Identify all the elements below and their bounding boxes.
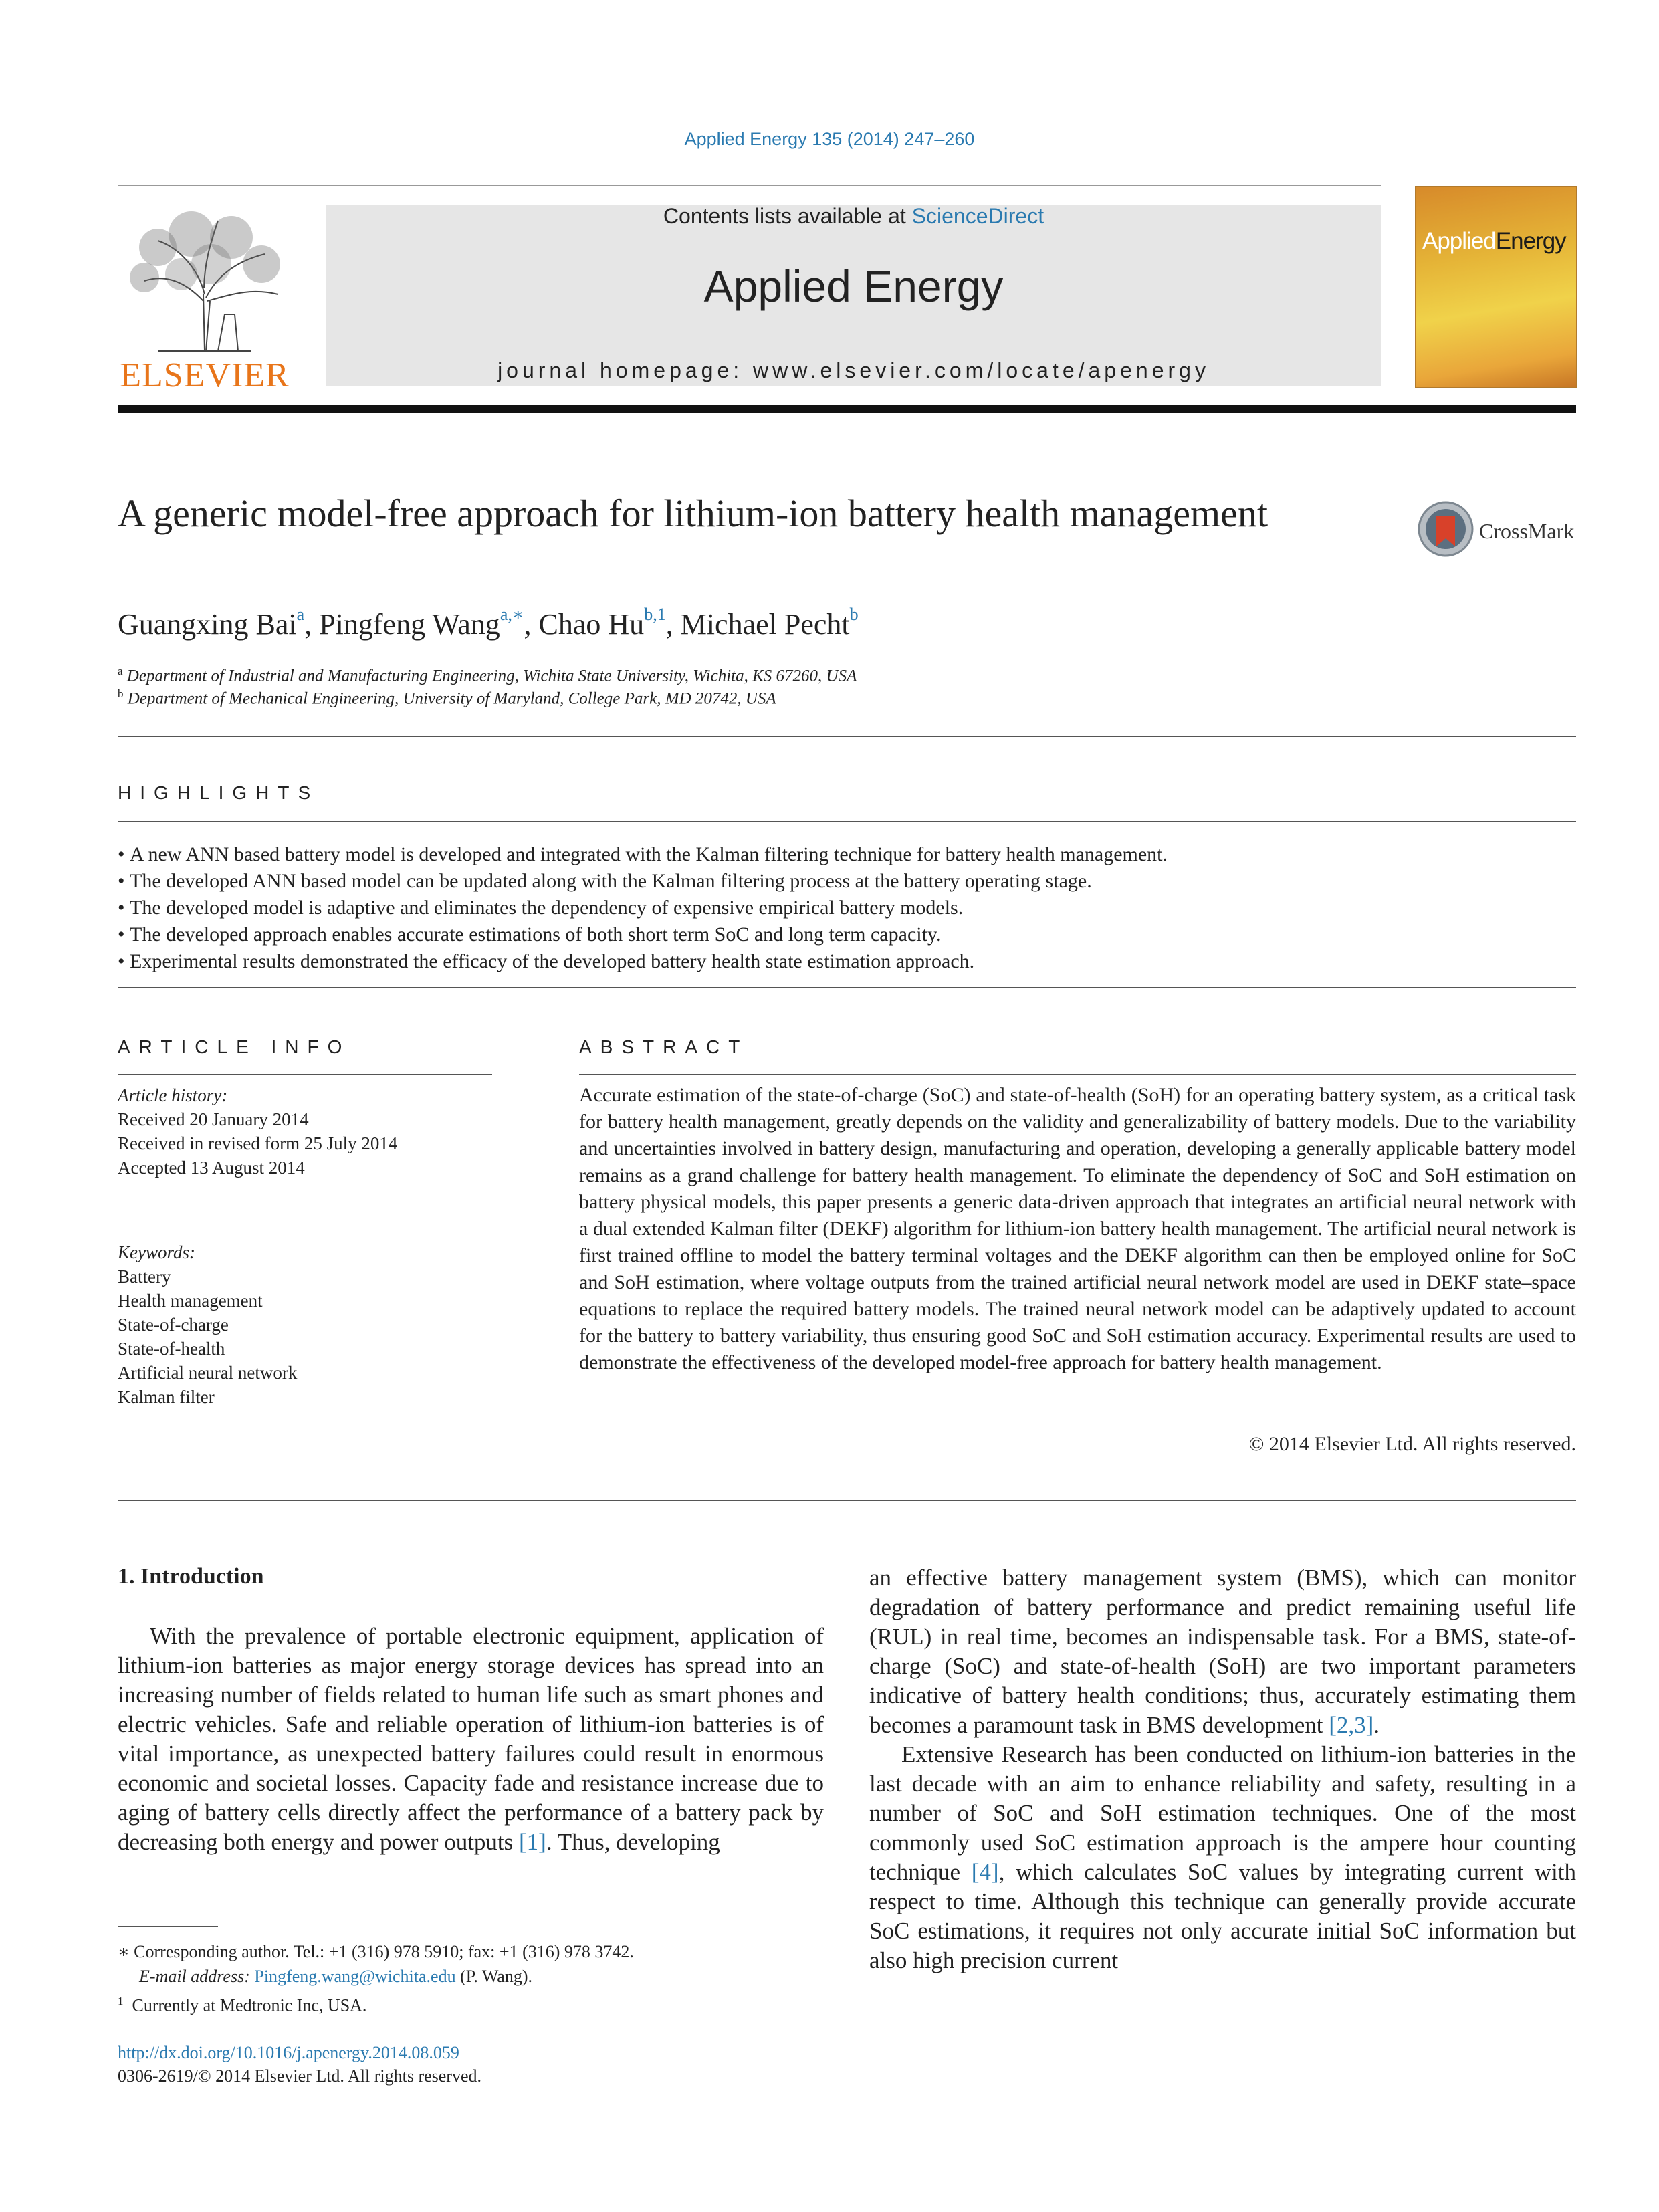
keyword: Kalman filter <box>118 1387 215 1407</box>
paragraph: Extensive Research has been conducted on lithium-ion batteries in the last decade with an aim to enhance reliability and safety, resulting in a number of SoC and SoH estimation techniques. One of the most commonly used SoC estimation approach is the ampere hour counting technique [4], which calculates SoC values by integrating current with respect to time. Although this technique can generally provide accurate SoC estimations, it requires not only accurate initial SoC information but also high precision current <box>869 1741 1576 1973</box>
contents-line <box>326 204 1381 229</box>
author-name: Michael Pecht <box>680 608 850 641</box>
body-left-column <box>118 1622 824 1857</box>
keywords <box>118 1240 492 1409</box>
author-name: Pingfeng Wang <box>319 608 500 641</box>
author-affiliation-marker[interactable]: a,∗ <box>500 604 524 624</box>
divider <box>118 1500 1576 1501</box>
keyword: State-of-health <box>118 1339 225 1359</box>
footnote-rule <box>118 1926 218 1927</box>
section-title: 1. Introduction <box>118 1564 264 1589</box>
crossmark-label[interactable]: CrossMark <box>1479 519 1575 543</box>
highlight-item: • Experimental results demonstrated the efficacy of the developed battery health state estimation approach. <box>118 950 975 972</box>
issn-line: 0306-2619/© 2014 Elsevier Ltd. All rights reserved. <box>118 2066 481 2086</box>
cover-title: AppliedEnergy <box>1422 228 1566 254</box>
history-item: Received in revised form 25 July 2014 <box>118 1133 398 1153</box>
citation-link[interactable]: [2,3] <box>1329 1712 1374 1738</box>
article-history <box>118 1083 492 1180</box>
history-item: Accepted 13 August 2014 <box>118 1157 305 1178</box>
author-affiliation-marker[interactable]: b <box>849 604 859 624</box>
article-info-heading: ARTICLE INFO <box>118 1036 351 1057</box>
abstract-heading: ABSTRACT <box>579 1036 749 1057</box>
author-name: Guangxing Bai <box>118 608 297 641</box>
crossmark-icon[interactable] <box>1416 500 1475 562</box>
history-item: Received 20 January 2014 <box>118 1109 309 1129</box>
journal-title: Applied Energy <box>703 261 1004 311</box>
article-title: A generic model-free approach for lithium-ion battery health management <box>118 491 1268 535</box>
keyword: Health management <box>118 1291 263 1311</box>
keywords-label: Keywords: <box>118 1242 195 1262</box>
paragraph: an effective battery management system (BMS), which can monitor degradation of battery performance and predict remaining useful life (RUL) in real time, becomes an indispensable task. For a BMS, state-of-charge (SoC) and state-of-health (SoH) are two important parameters indicative of battery health conditions; thus, accurately estimating them becomes a paramount task in BMS development [2,3]. <box>869 1565 1576 1738</box>
abstract-copyright: © 2014 Elsevier Ltd. All rights reserved. <box>1248 1433 1576 1455</box>
divider <box>118 736 1576 737</box>
citation-link[interactable]: [4] <box>971 1859 999 1885</box>
paragraph: With the prevalence of portable electronic equipment, application of lithium-ion batteries as major energy storage devices has spread into an increasing number of fields related to human life such as smart phones and electric vehicles. Safe and reliable operation of lithium-ion batteries is of vital importance, as unexpected battery failures could result in enormous economic and societal losses. Capacity fade and resistance increase due to aging of battery cells directly affect the performance of a battery pack by decreasing both energy and power outputs [1]. Thus, developing <box>118 1623 824 1855</box>
abstract-text: Accurate estimation of the state-of-charge (SoC) and state-of-health (SoH) for an operating battery system, as a critical task for battery health management, greatly depends on the validity and generalizability of battery models. Due to the variability and uncertainties involved in battery design, manufacturing and operation, developing a generally applicable battery model remains as a grand challenge for battery health management. To eliminate the dependency of SoC and SoH estimation on battery physical models, this paper presents a generic data-driven approach that integrates an artificial neural network with a dual extended Kalman filter (DEKF) algorithm for lithium-ion battery health management. The artificial neural network is first trained offline to model the battery terminal voltages and the DEKF algorithm can then be employed online for SoC and SoH estimation, where voltage outputs from the trained artificial neural network model are used in DEKF state–space equations to replace the required battery models. The trained neural network model can be adaptively updated to account for the battery to battery variability, thus ensuring good SoC and SoH estimation accuracy. Experimental results are used to demonstrate the effectiveness of the developed model-free approach for battery health management. <box>579 1084 1576 1373</box>
divider <box>118 821 1576 822</box>
email-link[interactable]: Pingfeng.wang@wichita.edu <box>254 1967 456 1986</box>
highlight-item: • The developed model is adaptive and eliminates the dependency of expensive empirical battery models. <box>118 897 964 919</box>
highlights-list <box>118 841 1576 975</box>
divider <box>118 987 1576 988</box>
footnotes <box>118 1939 824 2018</box>
header-rule <box>118 185 1381 186</box>
sciencedirect-link[interactable]: ScienceDirect <box>911 204 1044 228</box>
doi-link[interactable]: http://dx.doi.org/10.1016/j.apenergy.2014.08.059 <box>118 2043 459 2062</box>
divider <box>118 1074 492 1075</box>
header-thick-rule <box>118 405 1576 413</box>
author-affiliation-marker[interactable]: b,1 <box>644 604 666 624</box>
affiliation-a: $^a$ Department of Industrial and Manufacturing Engineering, Wichita State University, Wichita, KS 67260, USA <box>118 665 857 685</box>
highlight-item: • The developed ANN based model can be updated along with the Kalman filtering process at the battery operating stage. <box>118 870 1092 892</box>
history-label: Article history: <box>118 1085 228 1105</box>
citation-link[interactable]: [1] <box>519 1829 546 1855</box>
author-name: Chao Hu <box>538 608 645 641</box>
elsevier-wordmark: ELSEVIER <box>120 356 290 395</box>
author-affiliation-marker[interactable]: a <box>296 604 305 624</box>
journal-homepage[interactable]: journal homepage: www.elsevier.com/locate/apenergy <box>497 358 1210 382</box>
body-right-column <box>869 1563 1576 1975</box>
journal-citation[interactable]: Applied Energy 135 (2014) 247–260 <box>684 129 975 149</box>
footnote-1: $^1$ Currently at Medtronic Inc, USA. <box>118 1995 367 2015</box>
contents-prefix: Contents lists available at <box>663 204 912 228</box>
highlight-item: • A new ANN based battery model is developed and integrated with the Kalman filtering technique for battery health management. <box>118 843 1168 865</box>
author-list: Guangxing Bai$^a$, Pingfeng Wang$^{a,∗}$, Chao Hu$^{b,1}$, Michael Pecht$^b$ <box>118 604 859 641</box>
journal-cover-thumbnail <box>1415 186 1577 388</box>
highlight-item: • The developed approach enables accurate estimations of both short term SoC and long term capacity. <box>118 923 942 946</box>
keyword: Battery <box>118 1266 171 1287</box>
corresponding-author-note: ∗ Corresponding author. Tel.: +1 (316) 978 5910; fax: +1 (316) 978 3742. <box>118 1942 634 1961</box>
keyword: Artificial neural network <box>118 1363 298 1383</box>
email-note: E-mail address: Pingfeng.wang@wichita.edu (P. Wang). <box>139 1967 533 1986</box>
highlights-heading: HIGHLIGHTS <box>118 782 320 803</box>
doi-block <box>118 2041 481 2088</box>
affiliation-b: $^b$ Department of Mechanical Engineering, University of Maryland, College Park, MD 20742, USA <box>118 687 776 708</box>
keyword: State-of-charge <box>118 1315 229 1335</box>
divider <box>579 1074 1576 1075</box>
